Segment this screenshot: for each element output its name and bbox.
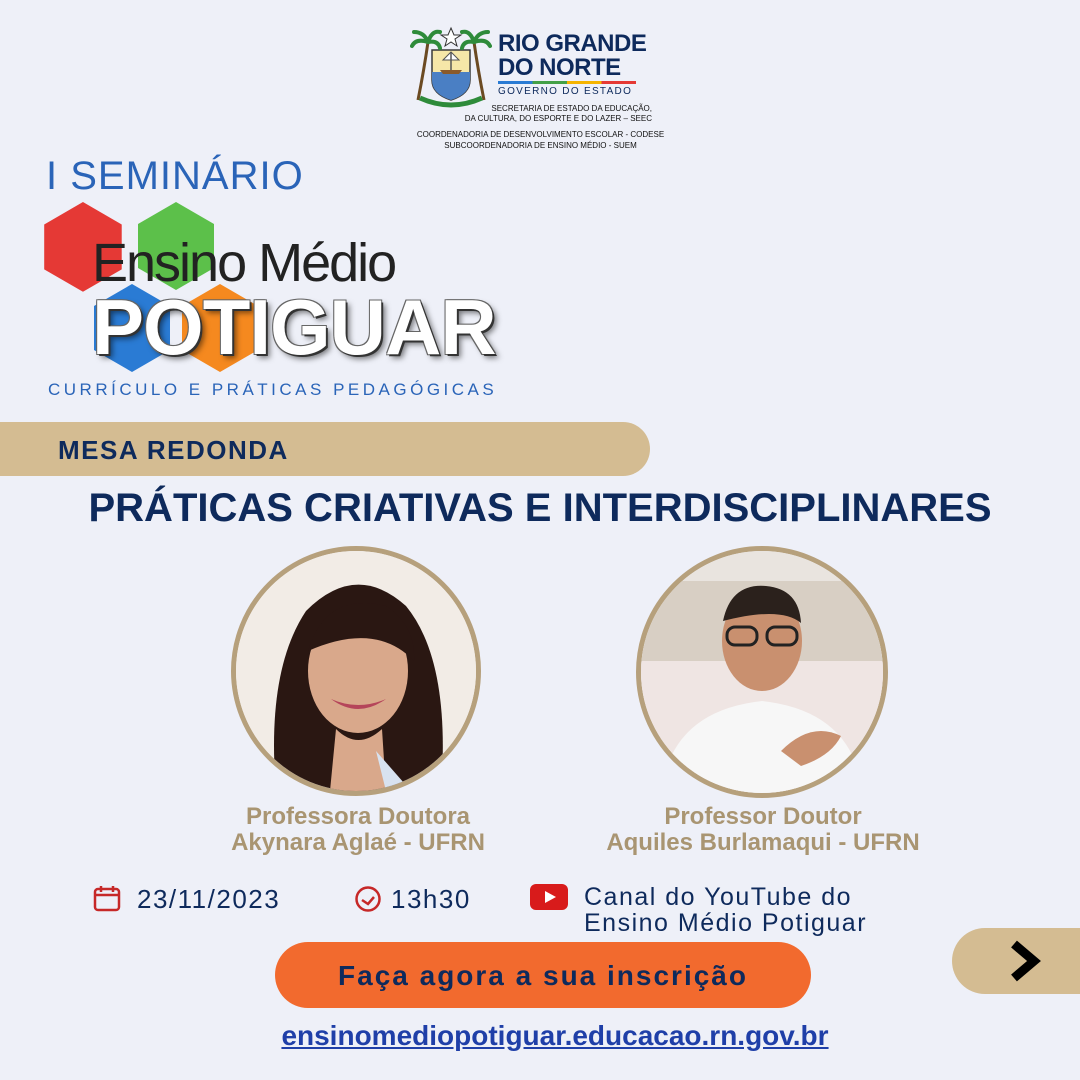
logo-line-ensino-medio: Ensino Médio <box>92 233 396 293</box>
chevron-right-icon[interactable] <box>1004 940 1046 982</box>
calendar-icon <box>93 884 121 912</box>
speaker-name-1: Professora Doutora Akynara Aglaé - UFRN <box>231 803 485 856</box>
speaker-portrait-2 <box>641 551 883 793</box>
logo-line-potiguar: POTIGUAR <box>92 283 496 371</box>
speaker-photo-akynara <box>231 546 481 796</box>
state-name: RIO GRANDE DO NORTE <box>498 30 647 81</box>
coordination-text: COORDENADORIA DE DESENVOLVIMENTO ESCOLAR - CODESE SUBCOORDENADORIA DE ENSINO MÉDIO - SUEM <box>416 130 665 150</box>
youtube-icon <box>530 884 568 910</box>
event-date: 23/11/2023 <box>137 884 281 914</box>
event-time: 13h30 <box>391 884 471 914</box>
youtube-channel: Canal do YouTube do Ensino Médio Potiguar <box>584 883 868 937</box>
state-color-bar <box>498 81 636 84</box>
clock-icon <box>354 885 382 913</box>
speaker-name-2: Professor Doutor Aquiles Burlamaqui - UFRN <box>606 803 920 856</box>
session-title: PRÁTICAS CRIATIVAS E INTERDISCIPLINARES <box>88 486 992 530</box>
speaker-portrait-1 <box>236 551 476 791</box>
register-button-label[interactable]: Faça agora a sua inscrição <box>338 960 748 991</box>
state-crest-icon <box>410 20 492 108</box>
logo-tagline: CURRÍCULO E PRÁTICAS PEDAGÓGICAS <box>48 380 498 399</box>
speaker-photo-aquiles <box>636 546 888 798</box>
government-label: GOVERNO DO ESTADO <box>498 86 633 97</box>
state-logo <box>408 18 678 158</box>
secretariat-text: SECRETARIA DE ESTADO DA EDUCAÇÃO, DA CULTURA, DO ESPORTE E DO LAZER – SEEC <box>464 104 652 123</box>
website-link[interactable]: ensinomediopotiguar.educacao.rn.gov.br <box>281 1020 829 1051</box>
seminar-label: I SEMINÁRIO <box>46 154 304 198</box>
session-type: MESA REDONDA <box>58 435 289 465</box>
